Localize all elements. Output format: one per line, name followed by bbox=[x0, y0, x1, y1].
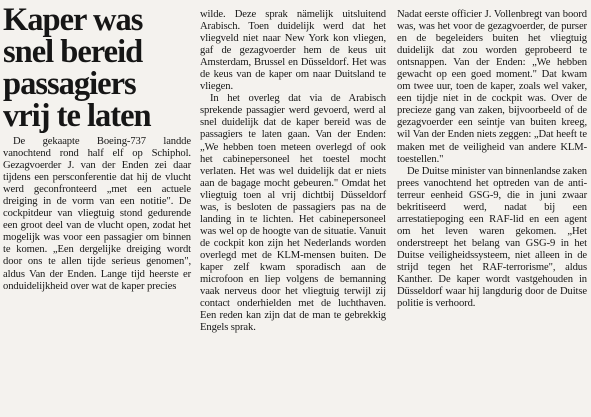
headline bbox=[3, 4, 191, 132]
column-1 bbox=[3, 4, 191, 293]
column-2 bbox=[200, 9, 386, 334]
article-paragraph: Nadat eerste officier J. Vollenbregt van boord was, was het voor de gezagvoerder, de purser en de begeleiders buiten het vliegtuig duidelijk dat zou worden geprobeerd te ontsnappen. Van der Enden: „We hebben gewacht op een goed moment." Dat kwam om twee uur, toen de kaper, zoals wel vaker, een tijdje niet in de cockpit was. Over de precieze gang van zaken, bijvoorbeeld of de gezagvoerder een seintje van buiten kreeg, wil Van der Enden niets zeggen: „Dat heeft te maken met de veiligheid van andere KLM-toestellen." bbox=[397, 9, 587, 165]
headline-line: vrij te laten bbox=[3, 98, 151, 134]
headline-line: snel bereid bbox=[3, 34, 143, 70]
article-paragraph: In het overleg dat via de Arabisch sprekende passagier werd gevoerd, werd al snel duidelijk dat de kaper bereid was de passagiers te laten gaan. Van der Enden: „We hebben toen meteen overlegd of ook het cabinepersoneel het toestel mocht verlaten. Het was wel duidelijk dat er niets aan de bagage mocht gebeuren." Omdat het vliegtuig toen al vrij dichtbij Düsseldorf was, is besloten de passagiers pas na de landing in te lichten. Het cabinepersoneel was wel op de hoogte van de situatie. Vanuit de cockpit kon zijn het Nederlands worden overlegd met de KLM-mensen buiten. De kaper zelf kwam sporadisch aan de microfoon en liep volgens de bemanning vaak nerveus door het vliegtuig terwijl zij contact onderhielden met de luchthaven. Een reden kan zijn dat de man te gebrekkig Engels sprak. bbox=[200, 93, 386, 334]
article-paragraph: De Duitse minister van binnenlandse zaken prees vanochtend het optreden van de anti-terreur eenheid GSG-9, die in juni zwaar bekritiseerd werd, nadat bij een arrestatiepoging een RAF-lid en een agent om het leven waren gekomen. „Het onderstreept het belang van GSG-9 in het Duitse veiligheidssysteem, niet alleen in de strijd tegen het RAF-terrorisme", aldus Kanther. De kaper wordt vastgehouden in Düsseldorf waar hij langdurig door de Duitse politie is verhoord. bbox=[397, 165, 587, 310]
article-paragraph: wilde. Deze sprak nämelijk uitsluitend Arabisch. Toen duidelijk werd dat het vliegveld niet naar New York kon vliegen, gaf de gezagvoerder hem de keus uit Amsterdam, Brussel en Düsseldorf. Het was de keus van de kaper om naar Duitsland te vliegen. bbox=[200, 9, 386, 93]
column-3 bbox=[397, 9, 587, 310]
headline-line: Kaper was bbox=[3, 2, 143, 38]
article-paragraph: De gekaapte Boeing-737 landde vanochtend rond half elf op Schiphol. Gezagvoerder J. van der Enden zei daar tijdens een persconferentie dat hij de vlucht werd geconfronteerd „met een actuele dreiging in de vorm van een notitie". De cockpitdeur van vliegtuig stond gedurende een groot deel van de vlucht open, zodat het mogelijk was voor een passagier om binnen te komen. „Een dergelijke dreiging wordt door ons te allen tijde serieus genomen", aldus Van der Enden. Lange tijd heerste er onduidelijkheid over wat de kaper precies bbox=[3, 136, 191, 292]
headline-line: passagiers bbox=[3, 66, 136, 102]
